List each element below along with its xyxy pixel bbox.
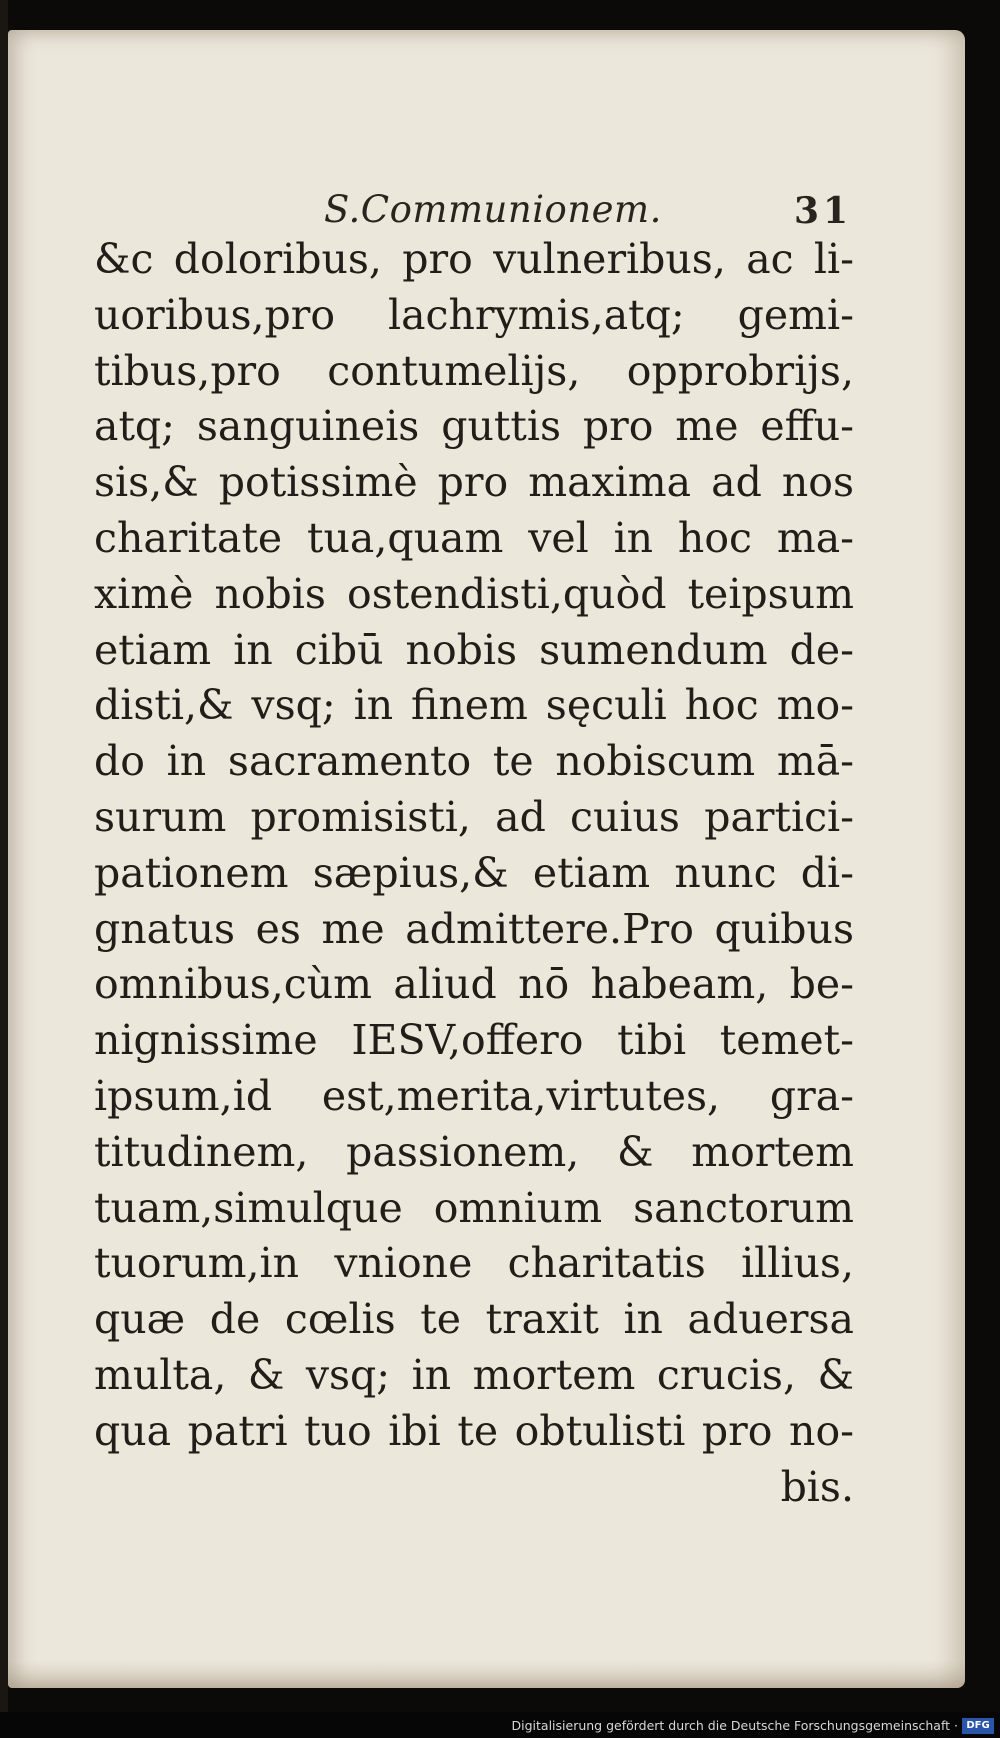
text-line: do in sacramento te nobiscum mā- [94, 737, 854, 786]
text-line: pationem sæpius,& etiam nunc di- [94, 848, 854, 897]
scan-left-edge [0, 0, 8, 1738]
text-line: multa, & vsq; in mortem crucis, & [94, 1350, 854, 1399]
page-number: 31 [794, 190, 853, 232]
text-line: tuorum,in vnione charitatis illius, [94, 1239, 854, 1288]
book-page [8, 30, 965, 1688]
text-line: tibus,pro contumelijs, opprobrijs, [94, 346, 854, 395]
funding-credit: Digitalisierung gefördert durch die Deutsche Forschungsgemeinschaft · [511, 1718, 958, 1733]
text-line: uoribus,pro lachrymis,atq; gemi- [94, 290, 854, 339]
text-line: charitate tua,quam vel in hoc ma- [94, 513, 854, 562]
text-line: ximè nobis ostendisti,quòd teipsum [94, 569, 854, 618]
running-head: S.Communionem. [324, 188, 662, 231]
text-line: &c doloribus, pro vulneribus, ac li- [94, 235, 854, 283]
text-line: ipsum,id est,merita,virtutes, gra- [94, 1071, 854, 1120]
text-line: omnibus,cùm aliud nō habeam, be- [94, 960, 854, 1009]
text-line: tuam,simulque omnium sanctorum [94, 1183, 854, 1232]
dfg-logo-icon: DFG [962, 1718, 994, 1734]
text-line: etiam in cibū nobis sumendum de- [94, 625, 854, 674]
text-line: nignissime IESV,offero tibi temet- [94, 1016, 854, 1065]
body-text [94, 232, 854, 1515]
text-line: sis,& potissimè pro maxima ad nos [94, 458, 854, 507]
text-line: quæ de cœlis te traxit in aduersa [94, 1295, 854, 1344]
text-line: atq; sanguineis guttis pro me effu- [94, 402, 854, 451]
text-line: surum promisisti, ad cuius partici- [94, 792, 854, 841]
text-line-last: bis. [780, 1462, 854, 1511]
text-line: qua patri tuo ibi te obtulisti pro no- [94, 1406, 854, 1455]
footer-bar [0, 1712, 1000, 1738]
text-line: titudinem, passionem, & mortem [94, 1127, 854, 1176]
text-line: disti,& vsq; in finem sęculi hoc mo- [94, 681, 854, 730]
text-line: gnatus es me admittere.Pro quibus [94, 904, 854, 953]
